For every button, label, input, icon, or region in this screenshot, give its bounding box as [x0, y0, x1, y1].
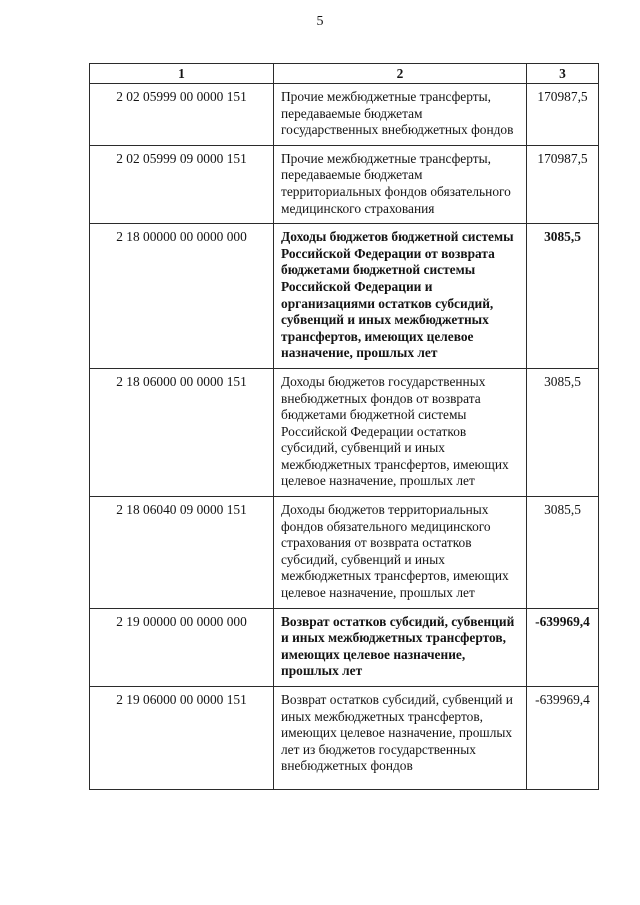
income-code: 2 19 06000 00 0000 151 [90, 687, 274, 790]
income-code: 2 18 06040 09 0000 151 [90, 497, 274, 609]
income-name-text: Прочие межбюджетные трансферты, передаваемые бюджетам государственных внебюджетных фондов [281, 89, 514, 138]
income-name [274, 84, 527, 146]
income-amount: 3085,5 [527, 368, 599, 496]
income-amount: 3085,5 [527, 497, 599, 609]
income-amount: 170987,5 [527, 84, 599, 146]
income-name-text: Доходы бюджетов бюджетной системы Российской Федерации от возврата бюджетами бюджетной системы Российской Федерации и организациями остатков субсидий, субвенций и иных межбюджетных трансфертов, имеющих целевое назначение, прошлых лет [281, 229, 514, 361]
income-amount: -639969,4 [527, 608, 599, 686]
income-amount: 3085,5 [527, 224, 599, 369]
page-number: 5 [316, 14, 324, 29]
column-header-amount: 3 [527, 64, 599, 84]
table-row [90, 497, 599, 609]
income-name [274, 224, 527, 369]
table-row [90, 145, 599, 223]
budget-table [89, 63, 599, 790]
column-header-name: 2 [274, 64, 527, 84]
income-name [274, 608, 527, 686]
table-row-summary [90, 224, 599, 369]
income-code: 2 19 00000 00 0000 000 [90, 608, 274, 686]
income-code: 2 02 05999 00 0000 151 [90, 84, 274, 146]
income-name-text: Возврат остатков субсидий, субвенций и иных межбюджетных трансфертов, имеющих целевое назначение, прошлых лет [281, 613, 515, 679]
income-code: 2 18 06000 00 0000 151 [90, 368, 274, 496]
income-code: 2 18 00000 00 0000 000 [90, 224, 274, 369]
table-row [90, 84, 599, 146]
table-header [90, 64, 599, 84]
income-name [274, 687, 527, 790]
table-row [90, 368, 599, 496]
income-amount: 170987,5 [527, 145, 599, 223]
income-name [274, 145, 527, 223]
income-name [274, 497, 527, 609]
column-header-code: 1 [90, 64, 274, 84]
income-name-text: Возврат остатков субсидий, субвенций и иных межбюджетных трансфертов, имеющих целевое назначение, прошлых лет из бюджетов государственных внебюджетных фондов [281, 692, 513, 774]
income-name-text: Доходы бюджетов государственных внебюджетных фондов от возврата бюджетами бюджетной системы Российской Федерации остатков субсидий, субвенций и иных межбюджетных трансфертов, имеющих целевое назначение, прошлых лет [281, 373, 509, 489]
income-name-text: Прочие межбюджетные трансферты, передаваемые бюджетам территориальных фондов обязательного медицинского страхования [281, 150, 511, 216]
table-row-summary [90, 608, 599, 686]
income-code: 2 02 05999 09 0000 151 [90, 145, 274, 223]
header-row [90, 64, 599, 84]
income-amount: -639969,4 [527, 687, 599, 790]
income-name-text: Доходы бюджетов территориальных фондов обязательного медицинского страхования от возврата остатков субсидий, субвенций и иных межбюджетных трансфертов, имеющих целевое назначение, прошлых лет [281, 502, 509, 601]
income-name [274, 368, 527, 496]
table-body [90, 84, 599, 790]
table-row [90, 687, 599, 790]
